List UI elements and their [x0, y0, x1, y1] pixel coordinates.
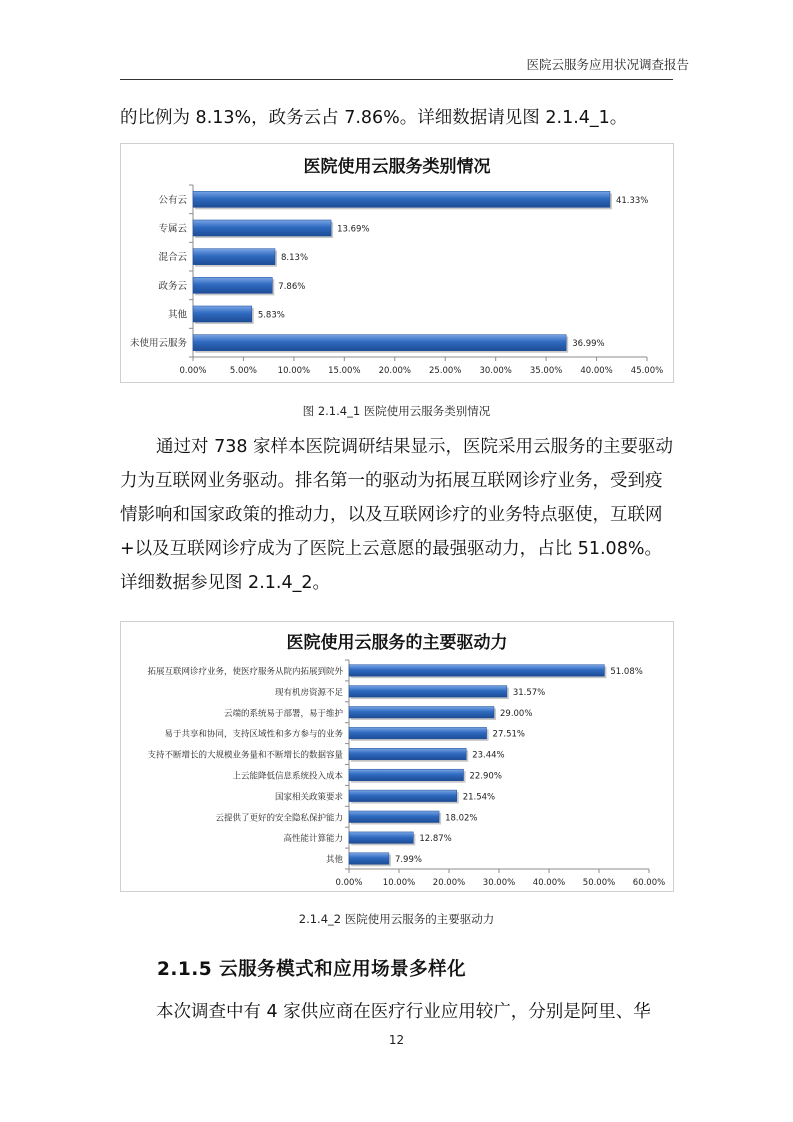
data-label: 29.00% [500, 708, 533, 719]
section-heading: 2.1.5 云服务模式和应用场景多样化 [157, 959, 467, 980]
body-text: 通过对 738 家样本医院调研结果显示，医院采用云服务的主要驱动力为互联网业务驱动。排名第一的驱动为拓展互联网诊疗业务，受到疫情影响和国家政策的推动力，以及互联网诊疗的业务特点驱使，互联网+以及互联网诊疗成为了医院上云意愿的最强驱动力，占比 51.08%。详细数据参见图 2.1.4_2。 [120, 437, 674, 593]
intro-paragraph [120, 101, 675, 135]
data-label: 7.86% [278, 281, 306, 292]
bar [349, 665, 604, 676]
bar [349, 790, 457, 801]
chart-title: 医院使用云服务类别情况 [303, 157, 491, 177]
bar [193, 277, 272, 293]
category-label: 拓展互联网诊疗业务，使医疗服务从院内拓展到院外 [147, 666, 343, 677]
header-rule [120, 79, 673, 80]
running-header: 医院云服务应用状况调查报告 [526, 57, 689, 72]
bar [193, 306, 252, 322]
chart-cloud-drivers [120, 621, 674, 892]
bar [349, 707, 494, 718]
page-number: 12 [388, 1033, 405, 1047]
figure-caption: 图 2.1.4_1 医院使用云服务类别情况 [302, 404, 491, 418]
category-label: 专属云 [158, 223, 187, 235]
bar [349, 832, 413, 843]
x-tick-label: 20.00% [378, 366, 411, 376]
category-label: 公有云 [158, 194, 187, 206]
section-text: 本次调查中有 4 家供应商在医疗行业应用较广，分别是阿里、华 [156, 1002, 651, 1022]
chart-cloud-service-types [120, 143, 674, 383]
x-tick-label: 40.00% [532, 878, 566, 888]
bar [349, 748, 466, 759]
x-tick-label: 20.00% [432, 878, 466, 888]
data-label: 12.87% [419, 834, 452, 845]
x-tick-label: 40.00% [580, 366, 613, 376]
category-label: 现有机房资源不足 [274, 687, 343, 698]
category-label: 上云能降低信息系统投入成本 [232, 771, 343, 782]
x-tick-label: 0.00% [179, 366, 207, 376]
bar [349, 811, 439, 822]
category-label: 支持不断增长的大规模业务量和不断增长的数据容量 [147, 750, 343, 761]
data-label: 23.44% [472, 750, 505, 761]
x-tick-label: 5.00% [229, 366, 257, 376]
bar [193, 249, 275, 265]
data-label: 27.51% [492, 729, 525, 740]
bar [193, 220, 331, 236]
x-tick-label: 0.00% [335, 878, 363, 888]
category-label: 国家相关政策要求 [274, 792, 343, 803]
section-paragraph [120, 995, 675, 1029]
x-tick-label: 50.00% [582, 878, 616, 888]
bar [349, 686, 507, 697]
chart-plot-area [121, 622, 673, 891]
data-label: 18.02% [445, 813, 478, 824]
data-label: 8.13% [281, 253, 309, 264]
chart-plot-area [121, 144, 673, 382]
bar [349, 769, 464, 780]
x-tick-label: 60.00% [632, 878, 666, 888]
data-label: 31.57% [512, 687, 546, 698]
data-label: 21.54% [462, 792, 496, 803]
intro-line: 的比例为 8.13%，政务云占 7.86%。详细数据请见图 2.1.4_1。 [120, 108, 628, 128]
x-tick-label: 25.00% [429, 366, 462, 376]
data-label: 13.69% [337, 224, 370, 235]
bar [193, 191, 610, 207]
x-tick-label: 35.00% [529, 366, 563, 376]
x-tick-label: 45.00% [630, 366, 664, 376]
category-label: 其他 [167, 309, 187, 321]
x-tick-label: 10.00% [277, 366, 311, 376]
data-label: 51.08% [610, 666, 643, 677]
data-label: 22.90% [469, 771, 502, 782]
data-label: 5.83% [257, 310, 285, 321]
category-label: 云端的系统易于部署，易于维护 [223, 708, 343, 719]
chart-title: 医院使用云服务的主要驱动力 [286, 633, 508, 653]
category-label: 其他 [325, 855, 343, 866]
category-label: 未使用云服务 [129, 338, 187, 350]
data-label: 36.99% [572, 339, 605, 350]
category-label: 易于共享和协同，支持区域性和多方参与的业务 [164, 729, 343, 740]
data-label: 7.99% [394, 855, 422, 866]
x-tick-label: 30.00% [482, 878, 516, 888]
x-tick-label: 10.00% [382, 878, 416, 888]
bar [193, 335, 566, 351]
bar [349, 853, 389, 864]
category-label: 云提供了更好的安全隐私保护能力 [215, 813, 343, 824]
x-tick-label: 30.00% [479, 366, 512, 376]
category-label: 政务云 [158, 280, 187, 292]
category-label: 混合云 [158, 252, 187, 264]
figure-caption: 2.1.4_2 医院使用云服务的主要驱动力 [298, 912, 495, 926]
x-tick-label: 15.00% [328, 366, 361, 376]
body-paragraph [120, 430, 675, 600]
data-label: 41.33% [615, 195, 649, 206]
category-label: 高性能计算能力 [283, 834, 343, 845]
bar [349, 727, 487, 738]
